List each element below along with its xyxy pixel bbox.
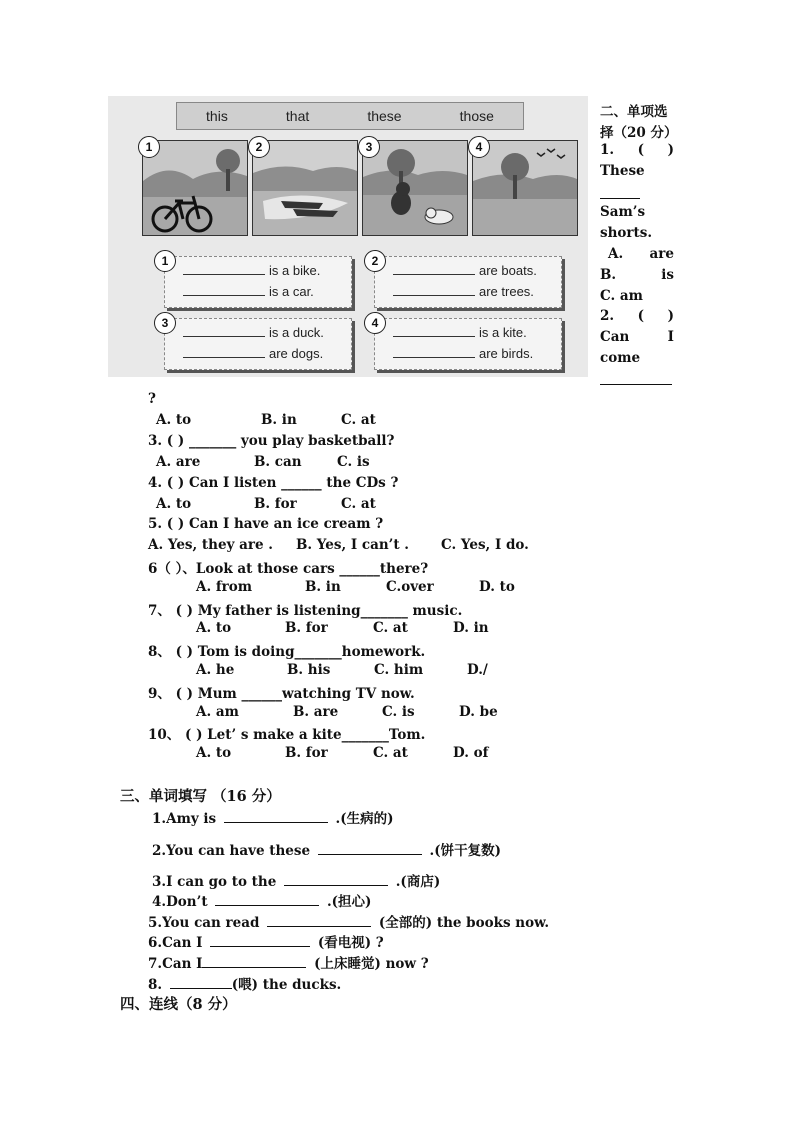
q1-option-a [600,246,674,262]
answer-text: is a duck. [269,325,324,340]
s3-item-2 [152,839,501,859]
paren: ( [637,142,645,158]
answer-text: is a bike. [269,263,321,278]
q7-option-d: D. in [453,620,489,636]
q1-word: These [600,163,645,179]
item-hint: .(商店) [395,874,441,890]
panel-number: 1 [138,136,160,158]
q10-option-c: C. at [373,745,408,761]
q7-option-c: C. at [373,620,408,636]
item-hint: (看电视) ? [317,935,384,951]
item-text: 5.You can read [148,915,260,931]
fill-blank[interactable] [318,842,422,855]
answer-box-3 [164,318,352,370]
q9-option-a: A. am [196,704,239,720]
fill-blank[interactable] [393,326,475,337]
q9-option-c: C. is [382,704,415,720]
q2-word: Can [600,329,630,345]
q8-option-b: B. his [287,662,331,678]
s3-item-7 [148,952,429,972]
q3-option-c: C. is [337,454,370,470]
answer-box-1 [164,256,352,308]
word-these: these [367,108,402,124]
box-number: 4 [364,312,386,334]
section3-title: 三、单词填写 （16 分） [120,788,281,805]
s3-item-6 [148,931,384,951]
s3-item-5 [148,911,549,931]
item-hint: (全部的) the books now. [378,915,550,931]
q3-option-a: A. are [156,454,201,470]
q4-option-a: A. to [156,496,192,512]
answer-text: are boats. [479,263,537,278]
q2-end-mark: ? [148,391,156,407]
option-value: is [661,267,674,283]
picture-panel-birds [472,140,578,236]
word-bank [176,102,524,130]
q6-option-b: B. in [305,579,341,595]
section2-title-line2: 择（20 分） [600,125,678,141]
item-text: 3.I can go to the [152,874,277,890]
option-label: B. [600,267,617,283]
section2-title-line1: 二、单项选 [600,104,668,120]
fill-blank[interactable] [224,810,328,823]
option-value: are [649,246,674,262]
q1-number: 1. [600,142,615,158]
fill-blank[interactable] [393,347,475,358]
word-that: that [285,108,310,124]
q2-option-c: C. at [341,412,376,428]
q2-number: 2. [600,308,615,324]
q2-words [600,329,674,345]
fill-blank[interactable] [393,285,475,296]
q2-word: come [600,350,641,366]
q1-option-b [600,267,674,283]
picture-panel-bike [142,140,248,236]
s3-item-1 [152,807,394,827]
fill-blank[interactable] [284,873,388,886]
item-text: 1.Amy is [152,811,217,827]
fill-blank[interactable] [215,893,319,906]
paren: ( [637,308,645,324]
q6-option-a: A. from [196,579,253,595]
paren: ) [667,308,674,324]
picture-panel-boats [252,140,358,236]
fill-blank[interactable] [393,264,475,275]
q1-blank[interactable] [600,184,640,199]
answer-box-2 [374,256,562,308]
q4-option-b: B. for [254,496,297,512]
paren: ) [667,142,674,158]
exercise-picture [108,96,588,377]
q1-option-c: C. am [600,288,643,304]
fill-blank[interactable] [267,914,371,927]
item-hint: .(饼干复数) [429,843,501,859]
fill-blank[interactable] [210,934,310,947]
q8-text: 8、 ( ) Tom is doing_______homework. [148,644,426,660]
s3-item-4 [152,890,371,910]
q2-word: I [667,329,674,345]
fill-blank[interactable] [183,347,265,358]
word-those: those [459,108,494,124]
fill-blank[interactable] [183,326,265,337]
option-label: A. [608,246,624,262]
q10-option-a: A. to [196,745,232,761]
q2-blank[interactable] [600,372,672,385]
q5-option-a: A. Yes, they are . [148,537,273,553]
q2-option-a: A. to [156,412,192,428]
fill-blank[interactable] [183,264,265,275]
q8-option-d: D./ [467,662,488,678]
answer-text: are birds. [479,346,534,361]
answer-text: is a car. [269,284,314,299]
box-number: 2 [364,250,386,272]
fill-blank[interactable] [170,976,232,989]
item-text: 8. [148,977,163,993]
q5-option-c: C. Yes, I do. [441,537,529,553]
item-text: 2.You can have these [152,843,311,859]
q10-text: 10、 ( ) Let’ s make a kite_______Tom. [148,727,426,743]
q10-option-d: D. of [453,745,489,761]
q6-option-c: C.over [386,579,434,595]
q4-text: 4. ( ) Can I listen ______ the CDs ? [148,475,399,491]
q6-option-d: D. to [479,579,515,595]
q1-word: Sam’s [600,204,646,220]
answer-text: is a kite. [479,325,527,340]
q3-option-b: B. can [254,454,302,470]
panel-number: 2 [248,136,270,158]
s3-item-8 [148,973,341,993]
box-number: 1 [154,250,176,272]
q1-word: shorts. [600,225,653,241]
q10-option-b: B. for [285,745,328,761]
item-text: 7.Can I [148,956,203,972]
q1-number-line [600,142,674,158]
fill-blank[interactable] [202,955,306,968]
item-text: 6.Can I [148,935,203,951]
q5-text: 5. ( ) Can I have an ice cream ? [148,516,384,532]
q9-option-d: D. be [459,704,498,720]
picture-panel-dogs [362,140,468,236]
panel-number: 4 [468,136,490,158]
q6-text: 6（ ）、Look at those cars ______there? [148,561,429,577]
q7-option-a: A. to [196,620,232,636]
item-text: 4.Don’t [152,894,208,910]
answer-text: are trees. [479,284,534,299]
q9-option-b: B. are [293,704,339,720]
q8-option-c: C. him [374,662,424,678]
item-hint: (上床睡觉) now ? [314,956,429,972]
s3-item-3 [152,870,440,890]
q4-option-c: C. at [341,496,376,512]
item-hint: .(生病的) [335,811,394,827]
answer-text: are dogs. [269,346,324,361]
item-hint: (喂) the ducks. [231,977,342,993]
q9-text: 9、 ( ) Mum ______watching TV now. [148,686,415,702]
q2-option-b: B. in [261,412,297,428]
q3-text: 3. ( ) _______ you play basketball? [148,433,395,449]
panel-number: 3 [358,136,380,158]
q5-option-b: B. Yes, I can’t . [296,537,409,553]
box-number: 3 [154,312,176,334]
item-hint: .(担心) [326,894,372,910]
section4-title: 四、连线（8 分） [120,996,237,1013]
word-this: this [206,108,228,124]
q7-option-b: B. for [285,620,328,636]
q7-text: 7、 ( ) My father is listening_______ music. [148,603,463,619]
q8-option-a: A. he [196,662,235,678]
fill-blank[interactable] [183,285,265,296]
answer-box-4 [374,318,562,370]
q2-number-line [600,308,674,324]
